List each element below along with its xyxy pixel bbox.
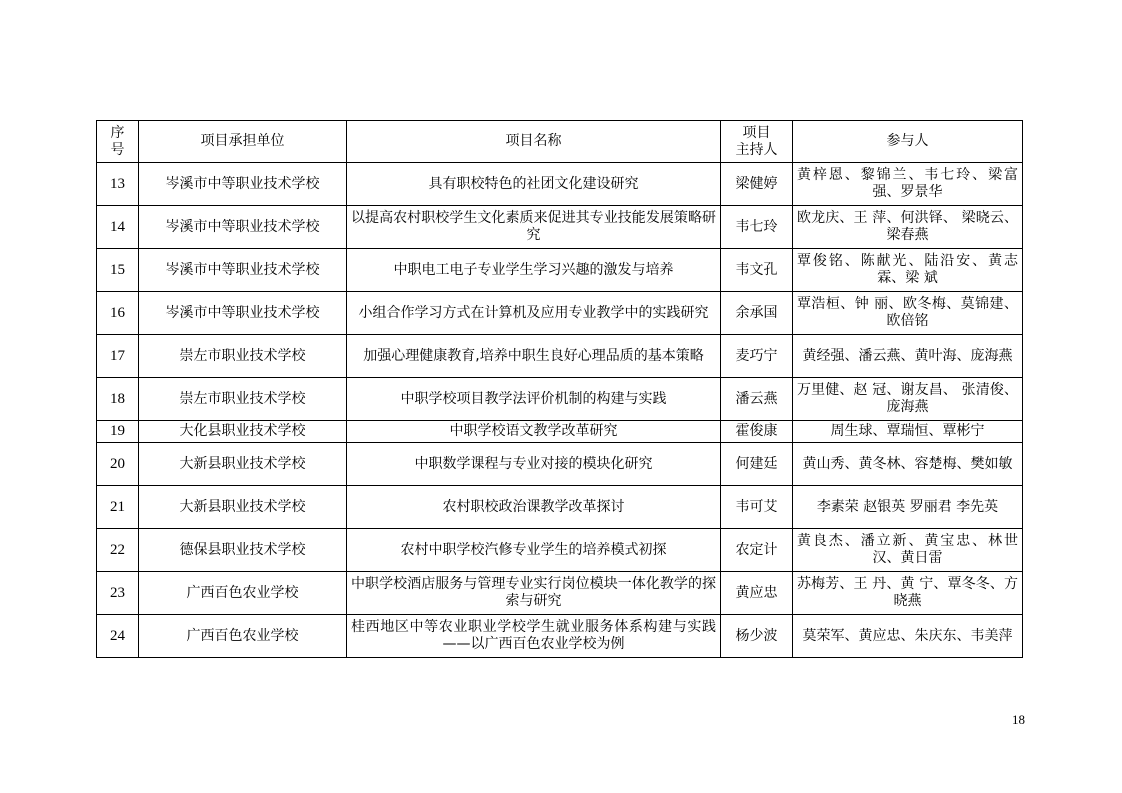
cell-participants: 黄山秀、黄冬林、容楚梅、樊如敏: [793, 443, 1023, 486]
table-row: [97, 486, 1023, 529]
cell-participants: 覃浩桓、钟 丽、欧冬梅、莫锦建、欧倍铭: [793, 292, 1023, 335]
cell-project-name: 中职学校酒店服务与管理专业实行岗位模块一体化教学的探索与研究: [347, 572, 721, 615]
cell-host: 霍俊康: [721, 421, 793, 443]
header-no: 序 号: [97, 121, 139, 163]
cell-host: 黄应忠: [721, 572, 793, 615]
cell-no: 22: [97, 529, 139, 572]
table-row: [97, 335, 1023, 378]
cell-no: 23: [97, 572, 139, 615]
cell-host: 韦可艾: [721, 486, 793, 529]
cell-participants: 苏梅芳、王 丹、黄 宁、覃冬冬、方晓燕: [793, 572, 1023, 615]
cell-project-name: 中职学校项目教学法评价机制的构建与实践: [347, 378, 721, 421]
cell-host: 农定计: [721, 529, 793, 572]
cell-unit: 岑溪市中等职业技术学校: [139, 249, 347, 292]
table-row: [97, 378, 1023, 421]
cell-participants: 黄经强、潘云燕、黄叶海、庞海燕: [793, 335, 1023, 378]
cell-unit: 崇左市职业技术学校: [139, 335, 347, 378]
cell-no: 19: [97, 421, 139, 443]
page-number: 18: [1012, 712, 1025, 727]
cell-unit: 广西百色农业学校: [139, 572, 347, 615]
cell-participants: 万里健、赵 冠、谢友昌、 张清俊、庞海燕: [793, 378, 1023, 421]
cell-project-name: 中职电工电子专业学生学习兴趣的激发与培养: [347, 249, 721, 292]
table-row: [97, 206, 1023, 249]
cell-unit: 岑溪市中等职业技术学校: [139, 163, 347, 206]
table-row: [97, 443, 1023, 486]
cell-host: 韦文孔: [721, 249, 793, 292]
table-row: [97, 292, 1023, 335]
cell-host: 韦七玲: [721, 206, 793, 249]
cell-host: 潘云燕: [721, 378, 793, 421]
cell-no: 18: [97, 378, 139, 421]
cell-no: 21: [97, 486, 139, 529]
cell-participants: 黄良杰、潘立新、黄宝忠、林世汉、黄日雷: [793, 529, 1023, 572]
cell-host: 杨少波: [721, 615, 793, 658]
header-participants: 参与人: [793, 121, 1023, 163]
table-header: [97, 121, 1023, 163]
cell-project-name: 以提高农村职校学生文化素质来促进其专业技能发展策略研究: [347, 206, 721, 249]
cell-host: 何建廷: [721, 443, 793, 486]
cell-participants: 欧龙庆、王 萍、何洪铎、 梁晓云、梁春燕: [793, 206, 1023, 249]
cell-project-name: 加强心理健康教育,培养中职生良好心理品质的基本策略: [347, 335, 721, 378]
cell-unit: 崇左市职业技术学校: [139, 378, 347, 421]
table-body: [97, 163, 1023, 658]
table-row: [97, 572, 1023, 615]
cell-participants: 周生球、覃瑞恒、覃彬宁: [793, 421, 1023, 443]
cell-unit: 广西百色农业学校: [139, 615, 347, 658]
cell-unit: 岑溪市中等职业技术学校: [139, 292, 347, 335]
cell-project-name: 中职数学课程与专业对接的模块化研究: [347, 443, 721, 486]
project-table: [96, 120, 1023, 658]
cell-no: 20: [97, 443, 139, 486]
cell-no: 24: [97, 615, 139, 658]
cell-no: 13: [97, 163, 139, 206]
cell-project-name: 桂西地区中等农业职业学校学生就业服务体系构建与实践——以广西百色农业学校为例: [347, 615, 721, 658]
cell-no: 14: [97, 206, 139, 249]
header-host: 项目 主持人: [721, 121, 793, 163]
table-row: [97, 249, 1023, 292]
cell-host: 梁健婷: [721, 163, 793, 206]
cell-participants: 莫荣军、黄应忠、朱庆东、韦美萍: [793, 615, 1023, 658]
cell-project-name: 中职学校语文教学改革研究: [347, 421, 721, 443]
cell-unit: 大新县职业技术学校: [139, 443, 347, 486]
table-row: [97, 163, 1023, 206]
cell-unit: 大化县职业技术学校: [139, 421, 347, 443]
table-row: [97, 529, 1023, 572]
cell-host: 余承国: [721, 292, 793, 335]
cell-participants: 黄梓恩、黎锦兰、韦七玲、梁富强、罗景华: [793, 163, 1023, 206]
cell-participants: 李素荣 赵银英 罗丽君 李先英: [793, 486, 1023, 529]
cell-no: 15: [97, 249, 139, 292]
cell-project-name: 农村职校政治课教学改革探讨: [347, 486, 721, 529]
cell-project-name: 小组合作学习方式在计算机及应用专业教学中的实践研究: [347, 292, 721, 335]
header-unit: 项目承担单位: [139, 121, 347, 163]
cell-no: 17: [97, 335, 139, 378]
cell-unit: 德保县职业技术学校: [139, 529, 347, 572]
header-name: 项目名称: [347, 121, 721, 163]
cell-host: 麦巧宁: [721, 335, 793, 378]
cell-participants: 覃俊铭、陈献光、陆沿安、黄志霖、梁 斌: [793, 249, 1023, 292]
table-row: [97, 615, 1023, 658]
cell-project-name: 具有职校特色的社团文化建设研究: [347, 163, 721, 206]
table-row: [97, 421, 1023, 443]
cell-project-name: 农村中职学校汽修专业学生的培养模式初探: [347, 529, 721, 572]
cell-unit: 岑溪市中等职业技术学校: [139, 206, 347, 249]
cell-unit: 大新县职业技术学校: [139, 486, 347, 529]
cell-no: 16: [97, 292, 139, 335]
